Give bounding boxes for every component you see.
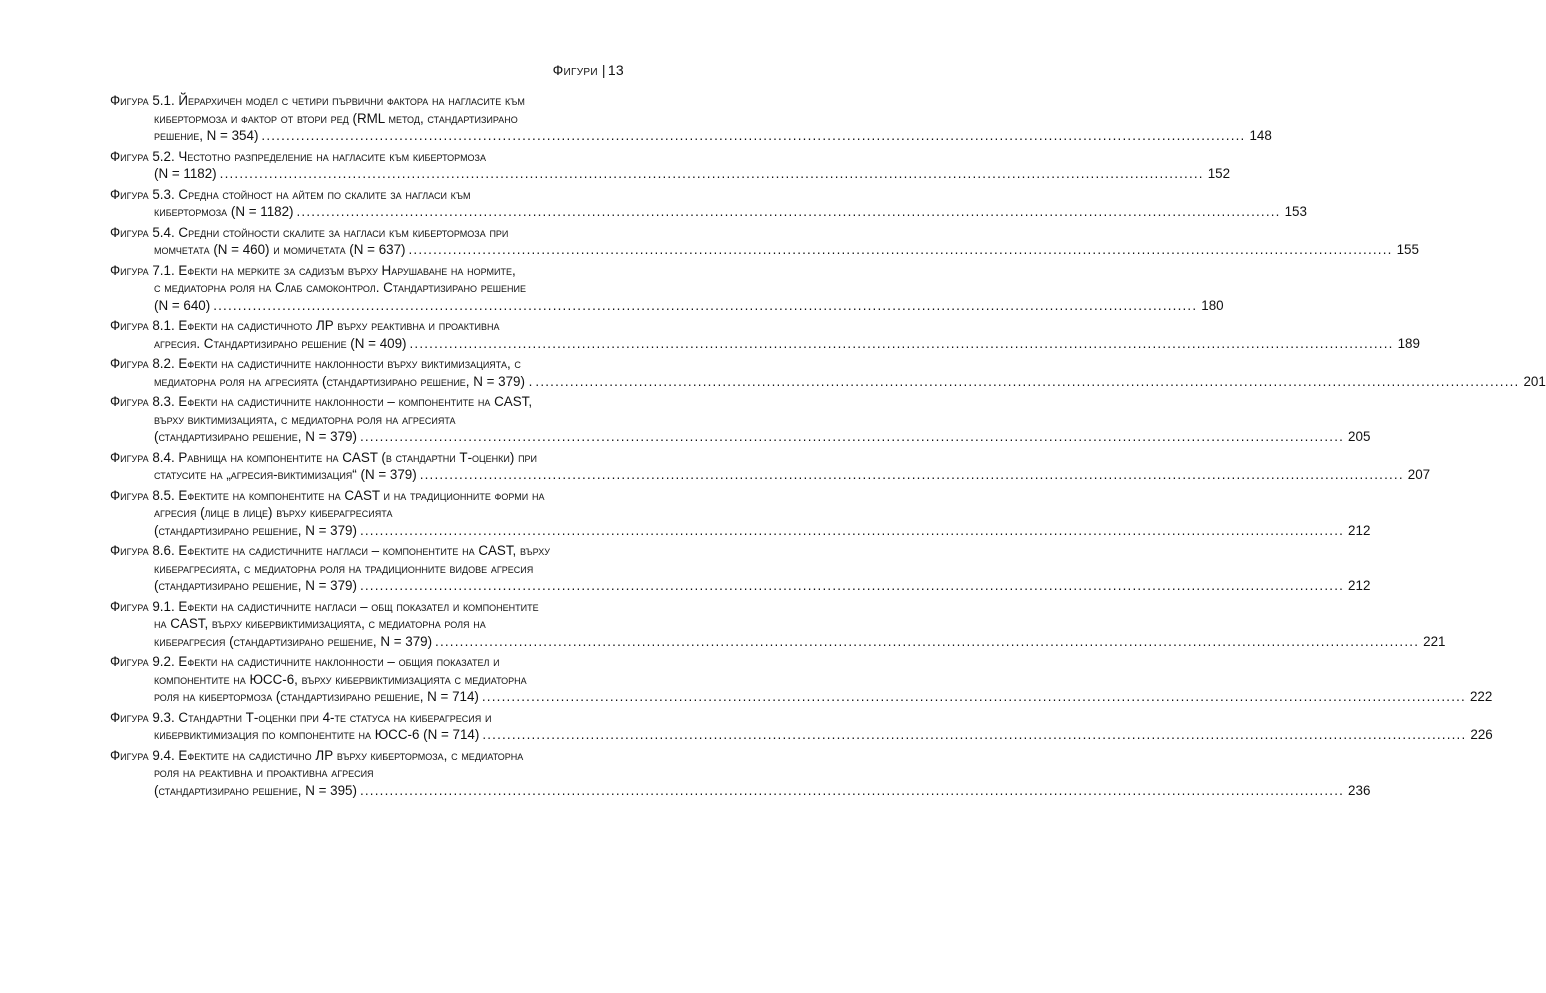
toc-entry-line [110, 241, 1419, 259]
toc-page-number: 205 [1348, 429, 1371, 444]
toc-entry-text: момчетата (N = 460) и момичетата (N = 637) [154, 242, 406, 257]
toc-entry[interactable] [110, 224, 1419, 259]
toc-page-number: 148 [1249, 128, 1272, 143]
toc-entry-line [110, 615, 640, 633]
dot-leader [482, 688, 1466, 706]
toc-entry-text: на CAST, върху кибервиктимизацията, с медиаторна роля на [154, 616, 486, 631]
toc-entry[interactable] [110, 487, 1371, 540]
toc-page-number: 201 [1523, 373, 1546, 389]
toc-entry-line [110, 726, 1493, 744]
dot-leader [297, 203, 1281, 221]
toc-entry-line [110, 504, 640, 522]
toc-entry-text: Фигура 8.3. Ефекти на садистичните наклонности – компонентите на CAST, [110, 394, 533, 409]
toc-entry-line [110, 92, 640, 110]
dot-leader [360, 782, 1344, 800]
header-title: Фигури [552, 62, 598, 78]
toc-entry-line [110, 373, 1546, 391]
toc-entry-line [110, 411, 640, 429]
toc-page-number: 212 [1348, 578, 1371, 593]
toc-entry-text: медиаторна роля на агресията (стандартизирано решение, N = 379) . [154, 373, 533, 389]
toc-entry-line [110, 747, 640, 765]
toc-entry-line [110, 466, 1431, 484]
toc-entry[interactable] [110, 148, 1231, 183]
toc-entry-line [110, 487, 640, 505]
toc-entry-line [110, 393, 640, 411]
toc-entry[interactable] [110, 747, 1371, 800]
toc-entry[interactable] [110, 92, 1272, 145]
toc-entry-text: кибертормоза (N = 1182) [154, 204, 294, 219]
toc-entry-line [110, 186, 640, 204]
dot-leader [213, 297, 1197, 315]
toc-entry-line [110, 335, 1420, 353]
toc-entry-text: агресия (лице в лице) върху кибeрагресията [154, 505, 393, 520]
toc-entry-line [110, 782, 1371, 800]
toc-entry-line [110, 449, 640, 467]
toc-page-number: 207 [1407, 467, 1431, 482]
toc-page-number: 222 [1469, 689, 1493, 704]
toc-entry-line [110, 262, 640, 280]
toc-entry-text: Фигура 9.3. Стандартни Т-оценки при 4-те статуса на кибeрагресия и [110, 709, 492, 725]
toc-page-number: 153 [1284, 204, 1307, 219]
toc-entry[interactable] [110, 709, 1493, 744]
toc-entry-text: компонентите на ЮСС-6, върху кибервиктимизацията с медиаторна [154, 671, 527, 687]
dot-leader [360, 428, 1344, 446]
dot-leader [535, 373, 1519, 391]
toc-entry-text: агресия. Стандартизирано решение (N = 409) [154, 335, 407, 351]
toc-page-number: 155 [1396, 242, 1419, 257]
toc-entry[interactable] [110, 653, 1493, 706]
toc-page-number: 152 [1207, 166, 1231, 181]
toc-entry-text: с медиаторна роля на Слаб самоконтрол. Стандартизирано решение [154, 280, 526, 295]
toc-entry-text: (N = 1182) [154, 166, 217, 181]
toc-entry-line [110, 653, 640, 671]
toc-entry-line [110, 165, 1231, 183]
toc-entry-text: Фигура 9.4. Ефектите на садистично ЛР върху кибертормоза, с медиаторна [110, 747, 524, 763]
toc-entry-text: (N = 640) [154, 297, 211, 313]
toc-entry-text: кибертормоза и фактор от втори ред (RML метод, стандартизирано [154, 110, 518, 126]
toc-entry-text: (стандартизирано решение, N = 379) [154, 429, 357, 444]
list-of-figures [110, 92, 1546, 802]
toc-entry-line [110, 671, 640, 689]
toc-entry-line [110, 148, 640, 166]
toc-entry-text: кибeрагресия (стандартизирано решение, N = 379) [154, 633, 433, 649]
dot-leader [360, 522, 1344, 540]
header-page-number: 13 [607, 62, 624, 78]
toc-entry-line [110, 297, 1224, 315]
toc-entry-line [110, 764, 640, 782]
toc-entry-line [110, 224, 640, 242]
toc-entry-line [110, 542, 640, 560]
toc-entry-text: Фигура 9.1. Ефекти на садистичните нагласи – общ показател и компонентите [110, 598, 539, 614]
toc-page-number: 180 [1201, 297, 1224, 313]
toc-entry-text: Фигура 8.6. Ефектите на садистичните нагласи – компонентите на CAST, върху [110, 543, 550, 558]
toc-entry-line [110, 709, 640, 727]
toc-page-number: 236 [1348, 782, 1371, 798]
toc-entry-text: Фигура 8.2. Ефекти на садистичните наклонности върху виктимизацията, с [110, 356, 521, 371]
running-header [553, 62, 624, 78]
toc-entry-line [110, 203, 1307, 221]
toc-entry-text: Фигура 8.4. Равнища на компонентите на CAST (в стандартни Т-оценки) при [110, 449, 538, 465]
toc-entry[interactable] [110, 317, 1420, 352]
dot-leader [410, 335, 1394, 353]
toc-entry-text: Фигура 5.4. Средни стойности скалите за нагласи към кибертормоза при [110, 224, 509, 240]
dot-leader [261, 127, 1245, 145]
toc-entry-line [110, 355, 640, 373]
toc-entry-text: статусите на „агресия-виктимизация“ (N = 379) [154, 467, 417, 482]
toc-entry-text: върху виктимизацията, с медиаторна роля на агресията [154, 411, 456, 427]
toc-entry-line [110, 633, 1446, 651]
toc-entry[interactable] [110, 393, 1371, 446]
toc-entry-line [110, 522, 1371, 540]
toc-entry[interactable] [110, 355, 1546, 390]
toc-entry-text: (стандартизирано решение, N = 379) [154, 522, 357, 538]
toc-entry-text: роля на кибертормоза (стандартизирано решение, N = 714) [154, 689, 479, 704]
toc-entry[interactable] [110, 262, 1224, 315]
toc-entry-line [110, 577, 1371, 595]
header-separator: | [601, 62, 606, 78]
toc-entry-text: Фигура 7.1. Ефекти на мерките за садизъм върху Нарушаване на нормите, [110, 262, 516, 278]
toc-page-number: 221 [1423, 633, 1446, 649]
toc-entry-text: (стандартизирано решение, N = 395) [154, 782, 357, 798]
toc-page-number: 226 [1470, 727, 1493, 742]
toc-entry-line [110, 428, 1371, 446]
toc-entry-text: Фигура 9.2. Ефекти на садистичните наклонности – общия показател и [110, 654, 500, 669]
toc-entry-line [110, 688, 1493, 706]
dot-leader [482, 726, 1466, 744]
toc-entry-text: Фигура 5.3. Средна стойност на айтем по скалите за нагласи към [110, 186, 471, 202]
toc-entry-text: кибервиктимизация по компонентите на ЮСС-6 (N = 714) [154, 727, 480, 742]
toc-entry[interactable] [110, 449, 1431, 484]
dot-leader [360, 577, 1344, 595]
toc-entry-text: (стандартизирано решение, N = 379) [154, 578, 357, 593]
toc-entry[interactable] [110, 186, 1307, 221]
toc-entry-line [110, 560, 640, 578]
dot-leader [409, 241, 1393, 259]
toc-entry-line [110, 127, 1272, 145]
toc-entry-line [110, 317, 640, 335]
toc-entry-text: Фигура 5.2. Честотно разпределение на нагласите към кибертормоза [110, 148, 487, 164]
toc-entry-line [110, 110, 640, 128]
toc-entry-text: Фигура 8.5. Ефектите на компонентите на CAST и на традиционните форми на [110, 487, 545, 503]
toc-entry-line [110, 598, 640, 616]
toc-entry[interactable] [110, 598, 1446, 651]
toc-entry-text: кибeрагресията, с медиаторна роля на традиционните видове агресия [154, 560, 534, 576]
toc-page-number: 189 [1397, 335, 1420, 351]
toc-page-number: 212 [1348, 522, 1371, 538]
dot-leader [420, 466, 1404, 484]
toc-entry-line [110, 279, 640, 297]
toc-entry-text: Фигура 5.1. Йерархичен модел с четири първични фактора на нагласите към [110, 93, 525, 108]
toc-entry[interactable] [110, 542, 1371, 595]
toc-entry-text: Фигура 8.1. Ефекти на садистичното ЛР върху реактивна и проактивна [110, 318, 500, 333]
toc-entry-text: роля на реактивна и проактивна агресия [154, 765, 374, 780]
toc-entry-text: решение, N = 354) [154, 128, 259, 143]
dot-leader [435, 633, 1419, 651]
dot-leader [220, 165, 1204, 183]
